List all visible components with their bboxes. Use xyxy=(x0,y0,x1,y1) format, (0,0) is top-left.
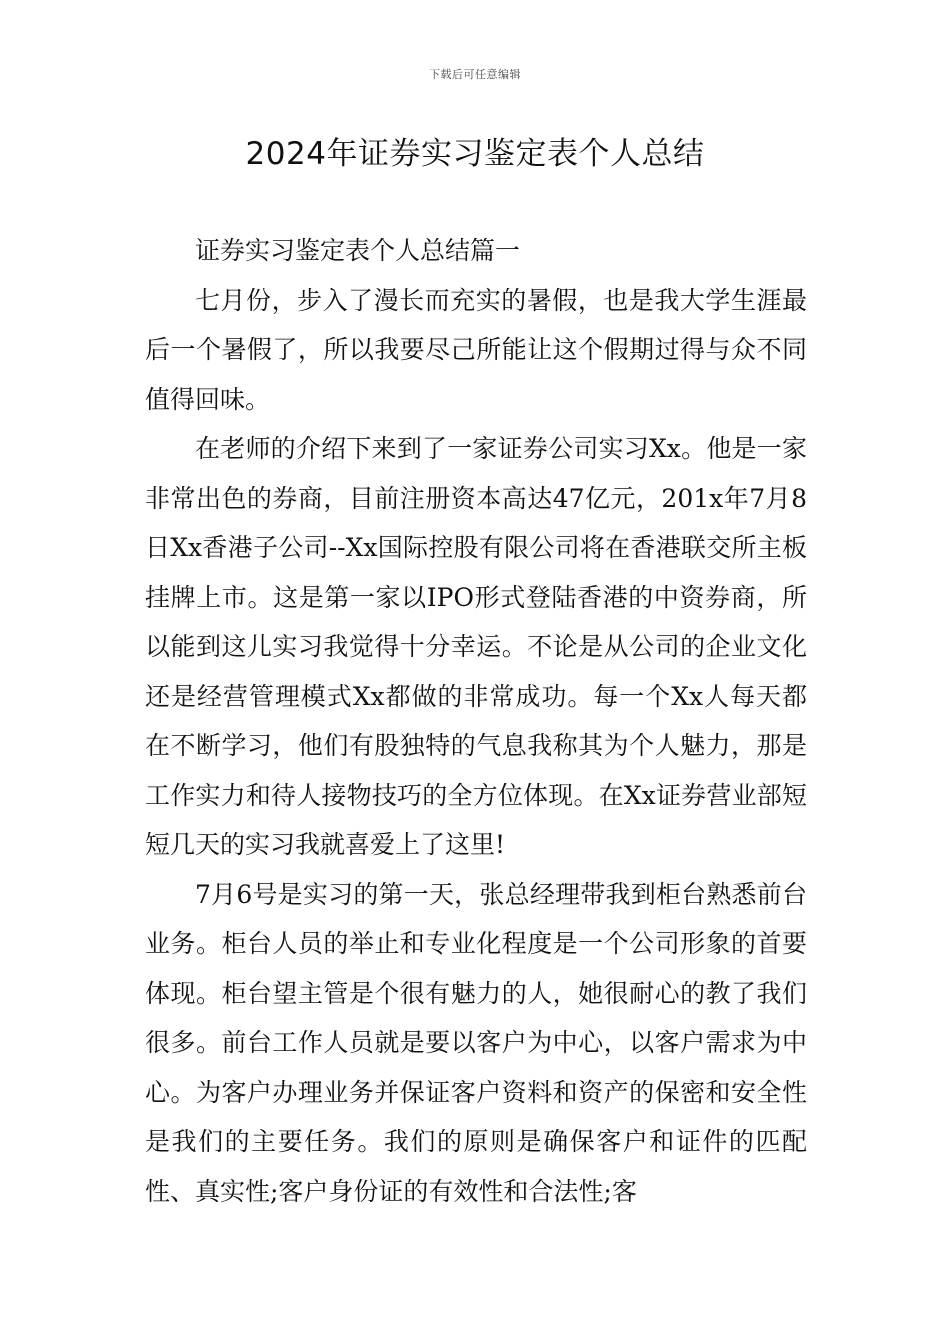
paragraph: 在老师的介绍下来到了一家证券公司实习Xx。他是一家非常出色的券商，目前注册资本高达47亿元，201x年7月8日Xx香港子公司--Xx国际控股有限公司将在香港联交所主板挂牌上市。这是第一家以IPO形式登陆香港的中资券商，所以能到这儿实习我觉得十分幸运。不论是从公司的企业文化还是经营管理模式Xx都做的非常成功。每一个Xx人每天都在不断学习，他们有股独特的气息我称其为个人魅力，那是工作实力和待人接物技巧的全方位体现。在Xx证券营业部短短几天的实习我就喜爱上了这里! xyxy=(145,434,807,859)
paragraph: 7月6号是实习的第一天，张总经理带我到柜台熟悉前台业务。柜台人员的举止和专业化程度是一个公司形象的首要体现。柜台望主管是个很有魅力的人，她很耐心的教了我们很多。前台工作人员就是要以客户为中心，以客户需求为中心。为客户办理业务并保证客户资料和资产的保密和安全性是我们的主要任务。我们的原则是确保客户和证件的匹配性、真实性;客户身份证的有效性和合法性;客 xyxy=(145,879,807,1206)
paragraph: 七月份，步入了漫长而充实的暑假，也是我大学生涯最后一个暑假了，所以我要尽己所能让这个假期过得与众不同值得回味。 xyxy=(145,285,807,414)
header-note: 下载后可任意编辑 xyxy=(429,68,521,81)
document-body xyxy=(145,226,807,1216)
section-heading: 证券实习鉴定表个人总结篇一 xyxy=(195,236,521,265)
document-title: 2024年证券实习鉴定表个人总结 xyxy=(245,136,705,172)
